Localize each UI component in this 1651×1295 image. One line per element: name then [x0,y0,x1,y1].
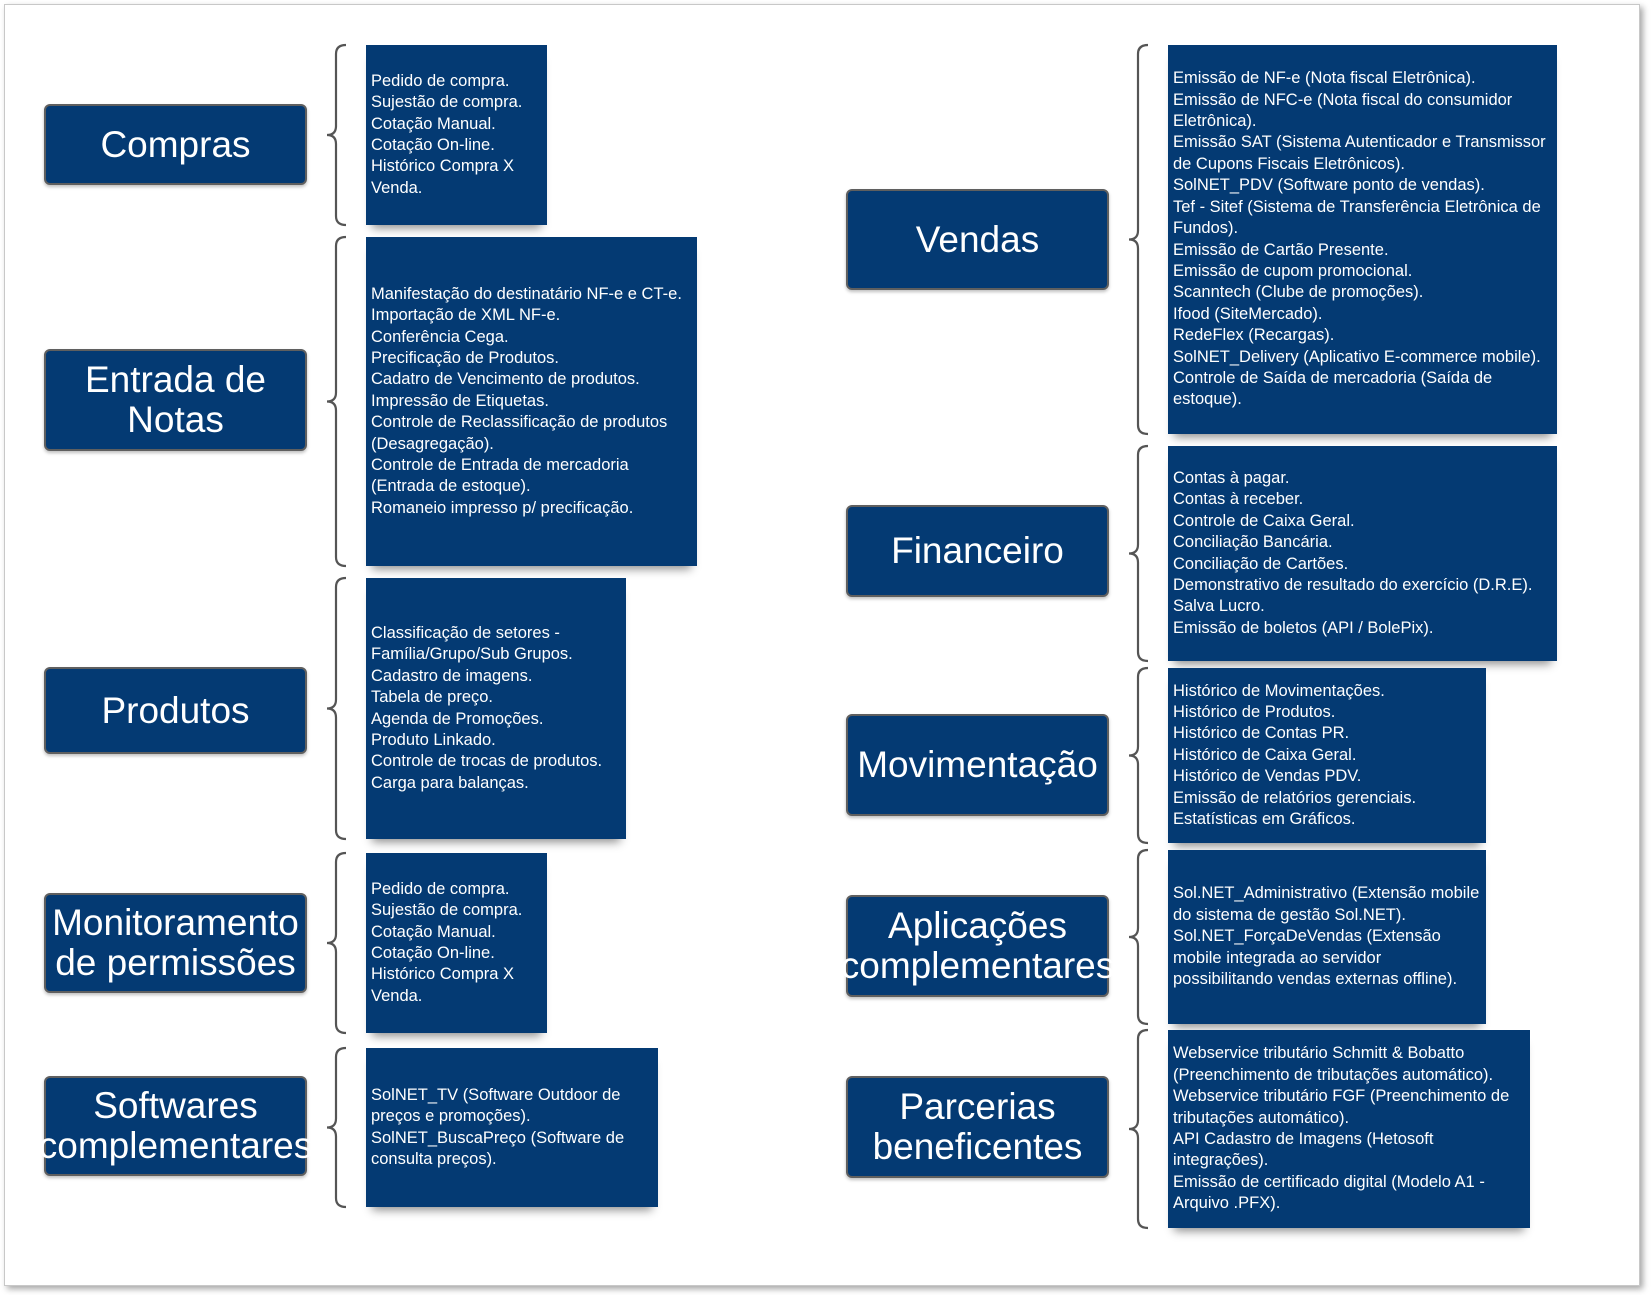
items-parcerias-beneficentes [1168,1030,1530,1228]
list-item: Sujestão de compra. [371,901,523,920]
list-item: Manifestação do destinatário NF-e e CT-e. [371,284,682,303]
list-item: Pedido de compra. [371,879,510,898]
category-monitoramento-de-permissoes: Monitoramento de permissões [44,893,307,993]
list-item: Impressão de Etiquetas. [371,391,549,410]
list-item: API Cadastro de Imagens (Hetosoft integrações). [1173,1130,1434,1170]
list-item: Conferência Cega. [371,327,509,346]
list-item: Cotação Manual. [371,922,496,941]
list-item: Ifood (SiteMercado). [1173,304,1323,323]
list-item: Controle de Saída de mercadoria (Saída de estoque). [1173,368,1493,409]
list-item: Sujestão de compra. [371,93,523,112]
list-item: SolNET_Delivery (Aplicativo E-commerce mobile). [1173,347,1541,366]
list-item: Cotação On-line. [371,136,495,154]
list-item: Carga para balanças. [371,773,529,792]
category-aplicacoes-complementares: Aplicações complementares [846,895,1109,997]
list-item: Emissão de certificado digital (Modelo A1 - Arquivo .PFX). [1173,1172,1485,1213]
list-item: Controle de trocas de produtos. [371,752,603,771]
list-item: RedeFlex (Recargas). [1173,326,1335,345]
category-parcerias-beneficentes: Parcerias beneficentes [846,1076,1109,1178]
list-item: SolNET_TV (Software Outdoor de preços e promoções). [371,1085,621,1126]
list-item: Emissão de NFC-e (Nota fiscal do consumidor Eletrônica). [1173,90,1513,131]
category-vendas: Vendas [846,189,1109,290]
list-item: Emissão de boletos (API / BolePix). [1173,618,1434,637]
list-item: Histórico de Caixa Geral. [1173,745,1357,764]
list-item: Cadastro de imagens. [371,666,533,685]
list-item: Controle de Entrada de mercadoria (Entrada de estoque). [371,456,629,496]
list-item: Emissão de relatórios gerenciais. [1173,788,1417,807]
category-entrada-de-notas: Entrada de Notas [44,349,307,451]
list-item: Contas à pagar. [1173,468,1290,487]
category-compras: Compras [44,104,307,185]
list-item: Controle de Reclassificação de produtos (Desagregação). [371,413,668,453]
list-item: Histórico de Movimentações. [1173,681,1385,700]
list-item: Conciliação Bancária. [1173,533,1333,552]
items-movimentacao [1168,668,1486,843]
list-item: Histórico de Vendas PDV. [1173,767,1362,786]
list-item: Romaneio impresso p/ precificação. [371,498,634,517]
list-item: Estatísticas em Gráficos. [1173,810,1356,829]
list-item: Emissão de Cartão Presente. [1173,240,1389,259]
items-financeiro [1168,446,1557,661]
list-item: Emissão SAT (Sistema Autenticador e Transmissor de Cupons Fiscais Eletrônicos). [1173,133,1546,173]
list-item: Sol.NET_Administrativo (Extensão mobile do sistema de gestão Sol.NET). [1173,884,1480,924]
list-item: Conciliação de Cartões. [1173,554,1349,573]
items-vendas [1168,45,1557,434]
list-item: SolNET_BuscaPreço (Software de consulta preços). [371,1128,625,1168]
list-item: Contas à receber. [1173,490,1304,509]
list-item: Histórico Compra X Venda. [371,965,515,1005]
items-entrada-de-notas [366,237,697,566]
category-financeiro: Financeiro [846,505,1109,597]
list-item: Tef - Sitef (Sistema de Transferência Eletrônica de Fundos). [1173,197,1541,238]
list-item: Cotação Manual. [371,114,496,133]
category-softwares-complementares: Softwares complementares [44,1076,307,1176]
list-item: Webservice tributário FGF (Preenchimento de tributações automático). [1173,1087,1510,1127]
items-compras [366,45,547,225]
items-aplicacoes-complementares [1168,850,1486,1024]
list-item: Cadatro de Vencimento de produtos. [371,370,640,389]
list-item: Controle de Caixa Geral. [1173,511,1355,530]
list-item: Demonstrativo de resultado do exercício (D.R.E). [1173,575,1533,594]
list-item: Salva Lucro. [1173,597,1265,616]
list-item: Cotação On-line. [371,944,495,962]
items-produtos [366,578,626,839]
list-item: Webservice tributário Schmitt & Bobatto (Preenchimento de tributações automático). [1173,1044,1494,1084]
list-item: Histórico de Contas PR. [1173,724,1350,743]
list-item: Agenda de Promoções. [371,709,544,728]
list-item: SolNET_PDV (Software ponto de vendas). [1173,176,1485,195]
list-item: Importação de XML NF-e. [371,306,561,325]
list-item: Sol.NET_ForçaDeVendas (Extensão mobile integrada ao servidor possibilitando vendas externas offline). [1173,927,1458,989]
list-item: Produto Linkado. [371,730,496,749]
items-softwares-complementares [366,1048,658,1207]
list-item: Histórico Compra X Venda. [371,157,515,197]
list-item: Precificação de Produtos. [371,348,560,367]
list-item: Histórico de Produtos. [1173,702,1336,721]
list-item: Tabela de preço. [371,688,494,707]
list-item: Pedido de compra. [371,71,510,90]
category-movimentacao: Movimentação [846,714,1109,816]
items-monitoramento-de-permissoes [366,853,547,1033]
list-item: Emissão de NF-e (Nota fiscal Eletrônica). [1173,69,1476,88]
list-item: Emissão de cupom promocional. [1173,261,1413,280]
list-item: Classificação de setores - Família/Grupo/Sub Grupos. [371,623,573,664]
list-item: Scanntech (Clube de promoções). [1173,283,1424,302]
category-produtos: Produtos [44,667,307,754]
